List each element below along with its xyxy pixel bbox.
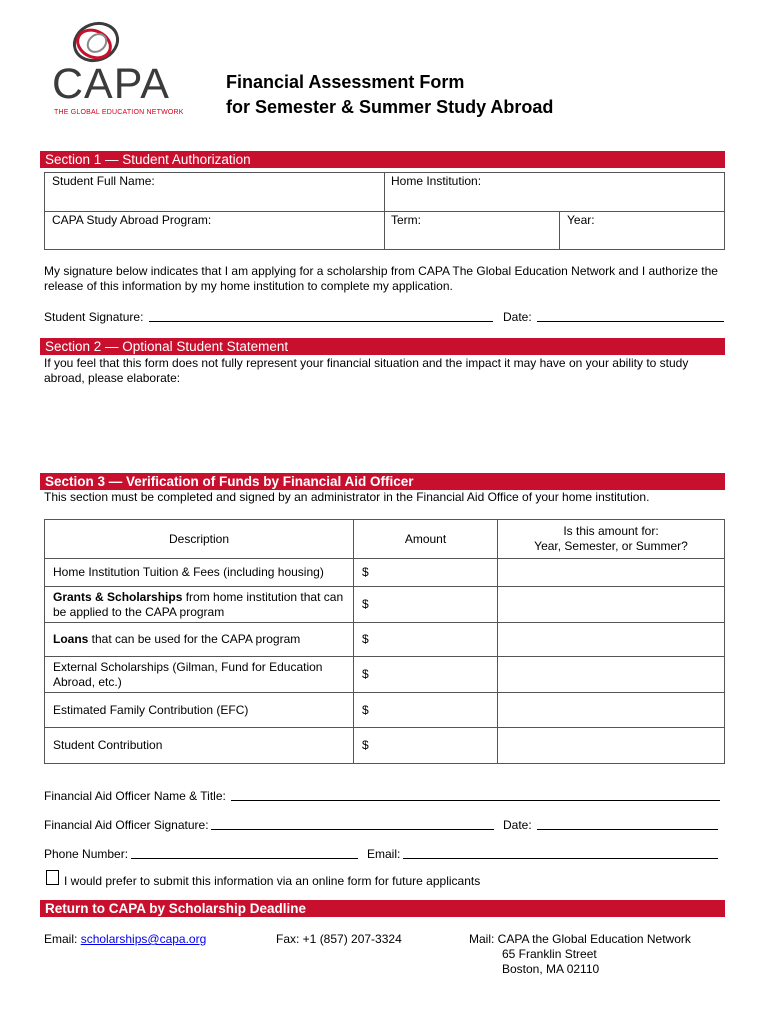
logo-wordmark: CAPA [52, 60, 170, 108]
table-row [45, 693, 725, 728]
grid-divider [559, 211, 560, 250]
return-email-label: Email: [44, 932, 81, 946]
officer-signature-line[interactable] [211, 829, 494, 830]
section1-heading: Section 1 — Student Authorization [40, 151, 725, 168]
form-title-line1: Financial Assessment Form [226, 72, 465, 92]
period-cell[interactable] [498, 728, 725, 764]
amount-cell[interactable] [354, 693, 498, 728]
amount-cell[interactable] [354, 559, 498, 587]
row-desc-text: External Scholarships (Gilman, Fund for Education Abroad, etc.) [53, 659, 323, 689]
table-header-row [45, 520, 725, 559]
officer-name-line[interactable] [231, 800, 720, 801]
period-cell[interactable] [498, 559, 725, 587]
row-desc-text: Student Contribution [53, 738, 163, 752]
student-date-line[interactable] [537, 321, 724, 322]
row-description [45, 623, 354, 657]
row-desc-bold: Grants & Scholarships [53, 589, 183, 604]
officer-name-label: Financial Aid Officer Name & Title: [44, 789, 226, 803]
section3-heading: Section 3 — Verification of Funds by Financial Aid Officer [40, 473, 725, 490]
currency-symbol: $ [362, 597, 369, 611]
currency-symbol: $ [362, 702, 369, 717]
program-field[interactable]: CAPA Study Abroad Program: [52, 213, 212, 227]
officer-date-line[interactable] [537, 829, 718, 830]
row-desc-text: from home institution that can be applied to the CAPA program [53, 589, 344, 619]
row-description [45, 728, 354, 764]
officer-date-label: Date: [503, 818, 532, 832]
row-desc-text: Estimated Family Contribution (EFC) [53, 702, 249, 717]
currency-symbol: $ [362, 667, 369, 681]
row-description [45, 559, 354, 587]
row-desc-text: Home Institution Tuition & Fees (including housing) [53, 565, 324, 579]
col-amount: Amount [354, 520, 498, 559]
online-form-label: I would prefer to submit this information via an online form for future applicants [64, 874, 481, 888]
period-cell[interactable] [498, 623, 725, 657]
scholarship-email-link[interactable]: scholarships@capa.org [80, 932, 207, 946]
form-title [226, 70, 553, 120]
amount-cell[interactable] [354, 657, 498, 693]
online-form-checkbox[interactable] [46, 870, 59, 885]
return-heading: Return to CAPA by Scholarship Deadline [40, 900, 725, 917]
return-fax: Fax: +1 (857) 207-3324 [276, 932, 402, 946]
currency-symbol: $ [362, 632, 369, 646]
col-description: Description [45, 520, 354, 559]
statement-prompt: If you feel that this form does not fully represent your financial situation and the impact it may have on your ability to study abroad, please elaborate: [44, 356, 689, 385]
home-institution-field[interactable]: Home Institution: [391, 174, 482, 188]
table-row [45, 623, 725, 657]
year-field[interactable]: Year: [567, 213, 595, 227]
return-mail-line3: Boston, MA 02110 [502, 962, 600, 976]
phone-line[interactable] [131, 858, 358, 859]
student-signature-line[interactable] [149, 321, 493, 322]
table-row [45, 728, 725, 764]
email-line[interactable] [403, 858, 718, 859]
return-mail-line1: Mail: CAPA the Global Education Network [469, 932, 691, 946]
student-signature-label: Student Signature: [44, 310, 144, 324]
logo-tagline: THE GLOBAL EDUCATION NETWORK [54, 109, 184, 116]
officer-signature-label: Financial Aid Officer Signature: [44, 818, 209, 832]
grid-divider [384, 172, 385, 250]
period-cell[interactable] [498, 587, 725, 623]
row-desc-bold: Loans [53, 632, 89, 646]
currency-symbol: $ [362, 565, 369, 579]
term-field[interactable]: Term: [391, 213, 421, 227]
statement-area[interactable] [44, 388, 724, 468]
period-cell[interactable] [498, 693, 725, 728]
return-email [44, 932, 206, 947]
col-period-line2: Year, Semester, or Summer? [534, 539, 688, 553]
table-row [45, 559, 725, 587]
amount-cell[interactable] [354, 623, 498, 657]
capa-logo [52, 18, 192, 123]
form-title-line2: for Semester & Summer Study Abroad [226, 97, 554, 117]
student-name-field[interactable]: Student Full Name: [52, 174, 155, 188]
table-row [45, 587, 725, 623]
funds-table [44, 519, 725, 764]
row-description [45, 657, 354, 693]
row-description [45, 693, 354, 728]
row-description [45, 587, 354, 623]
phone-label: Phone Number: [44, 847, 129, 861]
section3-intro: This section must be completed and signed by an administrator in the Financial Aid Office of your home institution. [44, 490, 650, 504]
table-row [45, 657, 725, 693]
return-mail-line2: 65 Franklin Street [502, 947, 597, 961]
email-label: Email: [367, 847, 401, 861]
row-desc-text: that can be used for the CAPA program [88, 632, 301, 646]
amount-cell[interactable] [354, 587, 498, 623]
authorization-text: My signature below indicates that I am applying for a scholarship from CAPA The Global Education Network and I authorize the release of this information by my home institution to complete my application. [44, 264, 718, 293]
amount-cell[interactable] [354, 728, 498, 764]
period-cell[interactable] [498, 657, 725, 693]
col-period [498, 520, 725, 559]
currency-symbol: $ [362, 738, 369, 752]
section2-heading: Section 2 — Optional Student Statement [40, 338, 725, 355]
col-period-line1: Is this amount for: [563, 524, 659, 538]
student-date-label: Date: [503, 310, 532, 324]
